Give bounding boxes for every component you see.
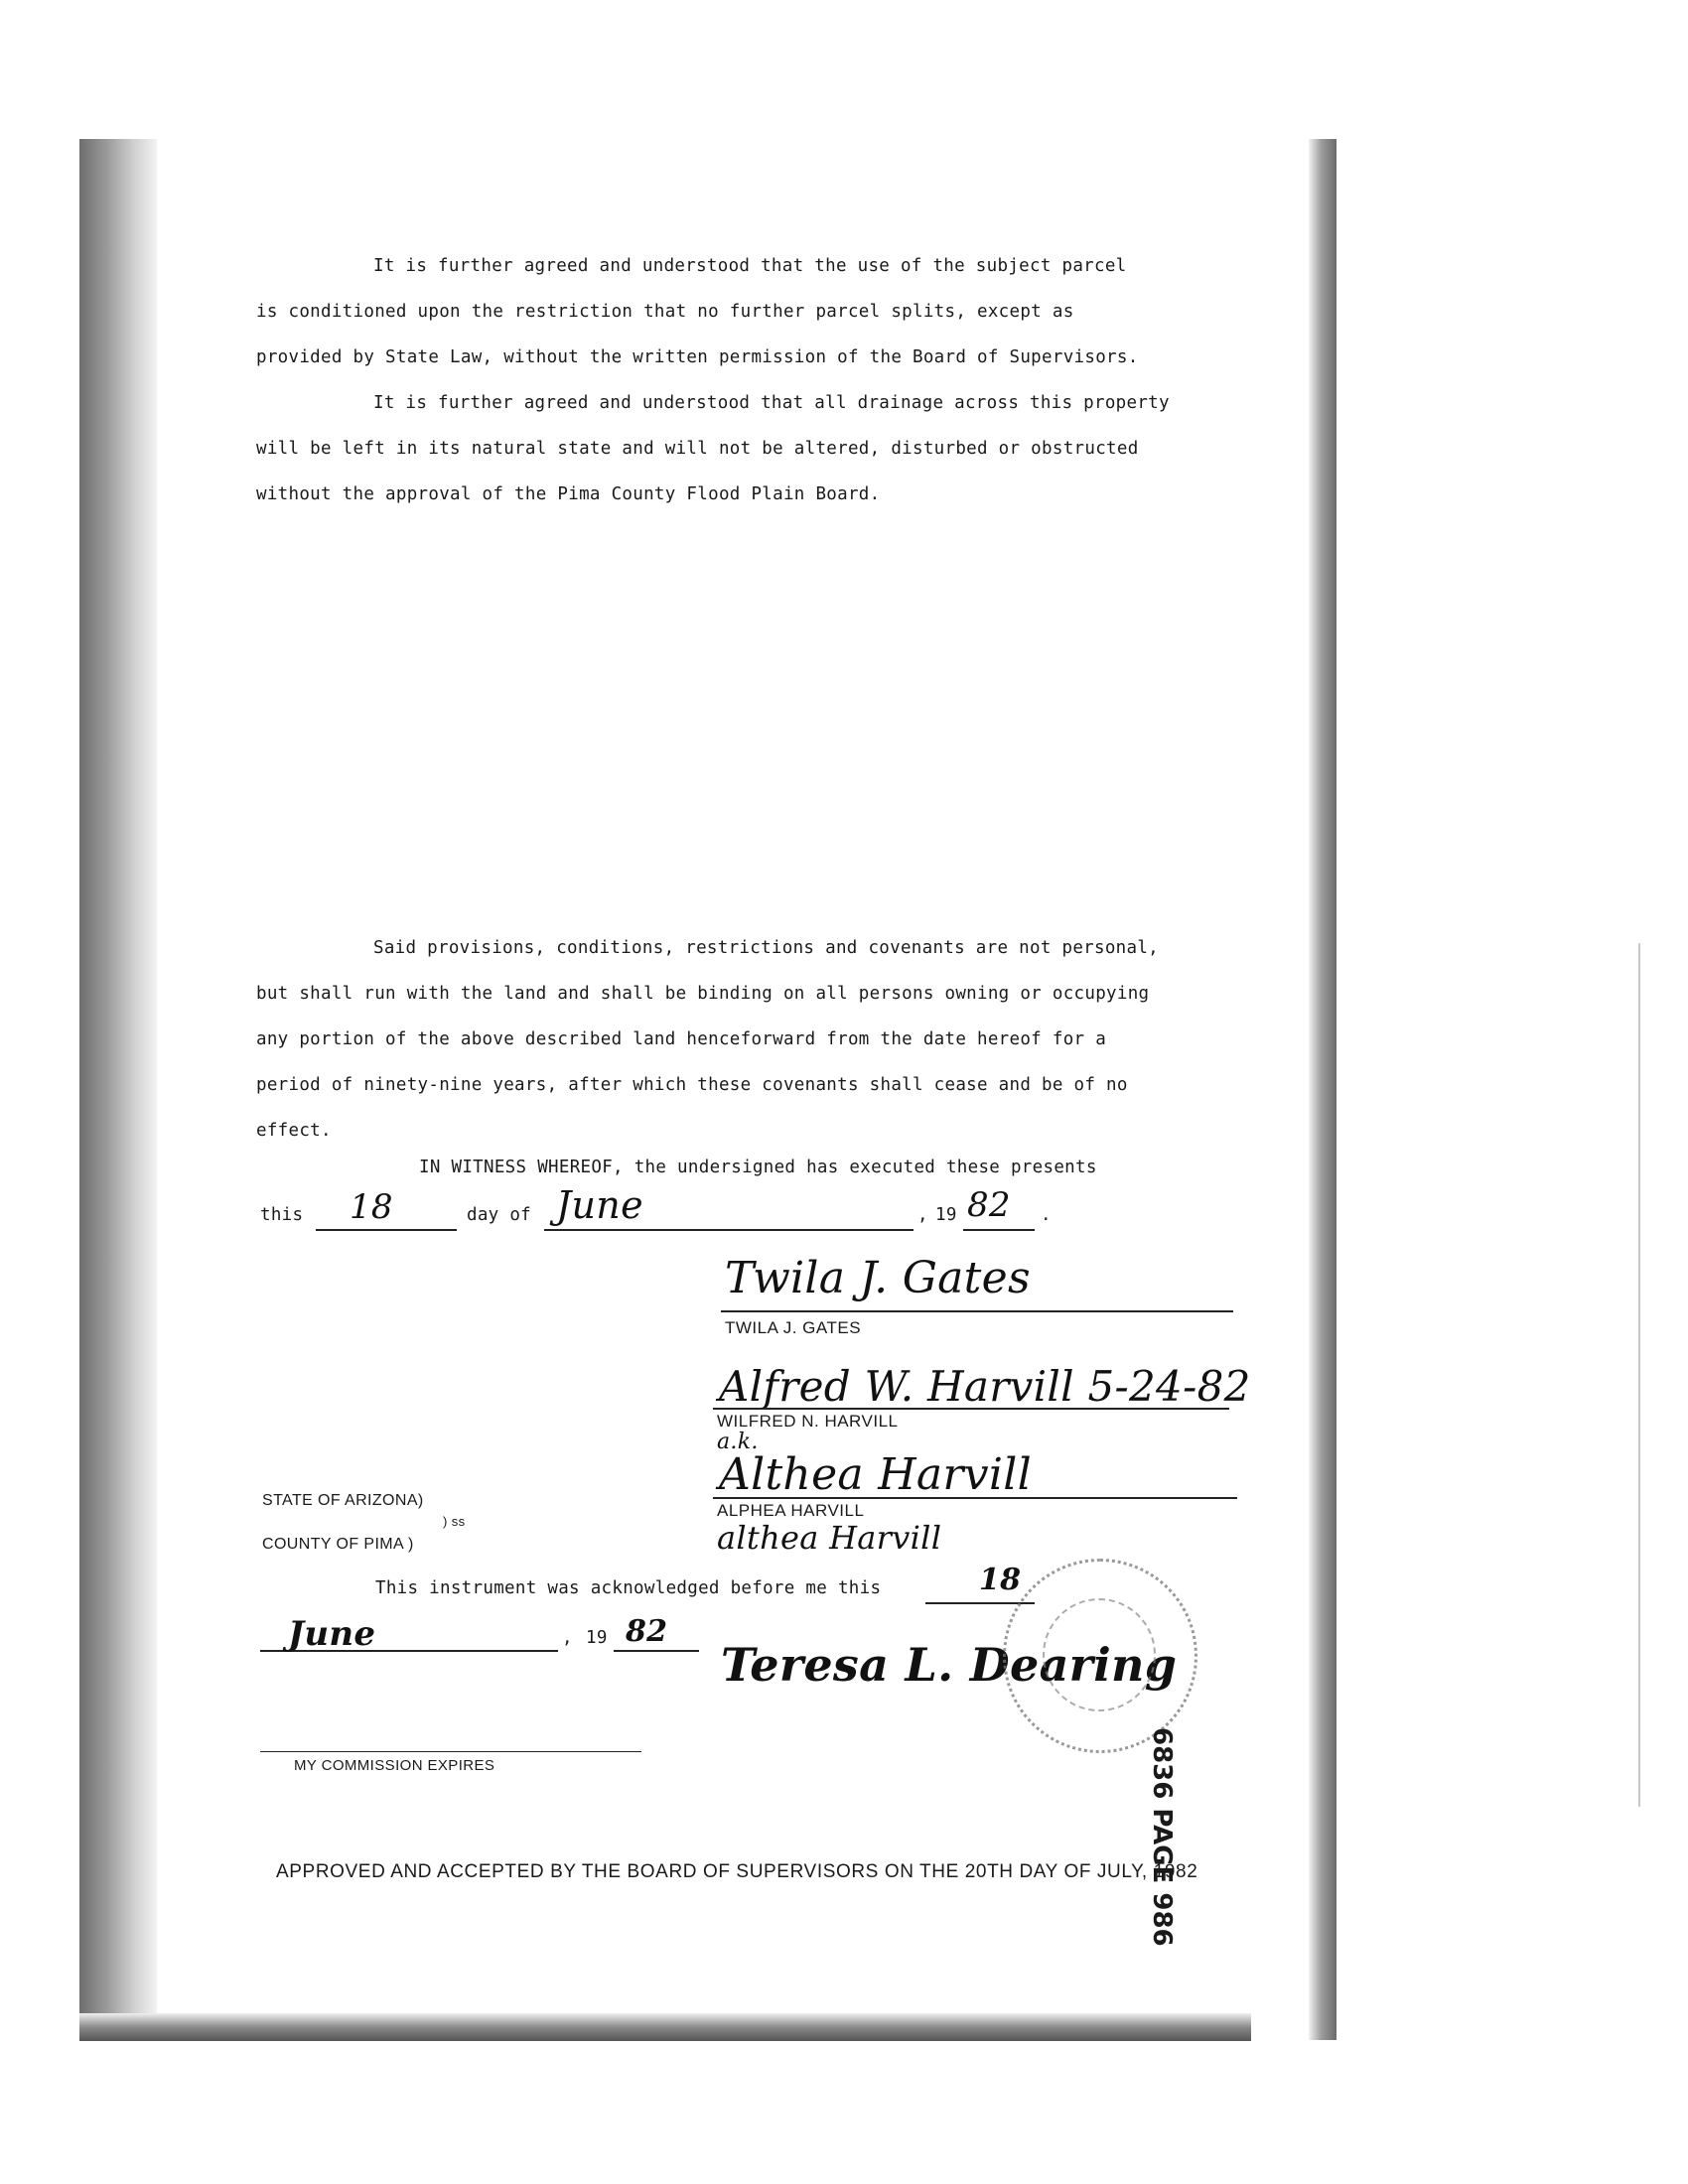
notary-seal-inner-ring bbox=[1043, 1598, 1156, 1711]
scan-bottom-edge bbox=[79, 2013, 1251, 2041]
witness-this-label: this bbox=[260, 1205, 304, 1225]
venue-state: STATE OF ARIZONA) bbox=[262, 1492, 424, 1509]
witness-clause: IN WITNESS WHEREOF, the undersigned has executed these presents bbox=[419, 1158, 1097, 1177]
signature-twila-gates: Twila J. Gates bbox=[725, 1253, 1031, 1303]
text-line: is conditioned upon the restriction that no further parcel splits, except as bbox=[256, 302, 1074, 322]
text-line: period of ninety-nine years, after which these covenants shall cease and be of no bbox=[256, 1075, 1128, 1095]
ack-year-underline bbox=[614, 1650, 699, 1652]
signature-line-1 bbox=[721, 1310, 1233, 1312]
ack-year-handwritten: 82 bbox=[626, 1614, 668, 1649]
ack-month-handwritten: June bbox=[288, 1614, 376, 1654]
text-line: any portion of the above described land henceforward from the date hereof for a bbox=[256, 1029, 1107, 1049]
page-border-line bbox=[1638, 943, 1640, 1807]
ack-day-handwritten: 18 bbox=[979, 1563, 1022, 1597]
printed-name-alphea-harvill: ALPHEA HARVILL bbox=[717, 1501, 865, 1520]
ack-year-prefix: 19 bbox=[586, 1628, 608, 1648]
witness-day-handwritten: 18 bbox=[350, 1187, 393, 1227]
commission-expires-label: MY COMMISSION EXPIRES bbox=[294, 1757, 495, 1774]
year-underline bbox=[963, 1229, 1035, 1231]
text-line: It is further agreed and understood that the use of the subject parcel bbox=[373, 256, 1127, 276]
signature-line-3 bbox=[713, 1497, 1237, 1499]
printed-name-twila-gates: TWILA J. GATES bbox=[725, 1318, 862, 1337]
venue-ss: ) ss bbox=[443, 1514, 466, 1529]
recording-book-page-stamp: 6836 PAGE 986 bbox=[1147, 1727, 1177, 1947]
witness-year-handwritten: 82 bbox=[967, 1185, 1011, 1225]
paragraph-provisions bbox=[256, 925, 1229, 1154]
signature-line-2 bbox=[713, 1408, 1229, 1410]
witness-period: . bbox=[1041, 1205, 1052, 1225]
signature-note-ak: a.k. bbox=[717, 1430, 759, 1454]
signature-althea-harvill-second: althea Harvill bbox=[717, 1519, 942, 1557]
board-approval-statement: APPROVED AND ACCEPTED BY THE BOARD OF SUPERVISORS ON THE 20TH DAY OF JULY, 1982 bbox=[276, 1861, 1198, 1882]
witness-day-of-label: day of bbox=[467, 1205, 532, 1225]
text-line: provided by State Law, without the written permission of the Board of Supervisors. bbox=[256, 347, 1139, 367]
month-underline bbox=[544, 1229, 914, 1231]
text-line: but shall run with the land and shall be binding on all persons owning or occupying bbox=[256, 984, 1150, 1004]
text-line: effect. bbox=[256, 1121, 332, 1141]
text-line: It is further agreed and understood that all drainage across this property bbox=[373, 393, 1170, 413]
commission-underline bbox=[260, 1751, 641, 1752]
witness-year-prefix: 19 bbox=[935, 1205, 957, 1225]
ack-comma: , bbox=[562, 1628, 573, 1648]
scan-left-edge bbox=[79, 139, 157, 2040]
signature-althea-harvill: Althea Harvill bbox=[719, 1449, 1033, 1500]
venue-county: COUNTY OF PIMA ) bbox=[262, 1536, 414, 1553]
scan-right-edge bbox=[1309, 139, 1336, 2040]
printed-name-wilfred-harvill: WILFRED N. HARVILL bbox=[717, 1412, 899, 1431]
signature-wilfred-harvill: Alfred W. Harvill 5-24-82 bbox=[719, 1362, 1251, 1411]
acknowledgment-text: This instrument was acknowledged before me this bbox=[375, 1578, 882, 1598]
day-underline bbox=[316, 1229, 457, 1231]
text-line: without the approval of the Pima County Flood Plain Board. bbox=[256, 484, 881, 504]
text-line: will be left in its natural state and will not be altered, disturbed or obstructed bbox=[256, 439, 1139, 459]
text-line: Said provisions, conditions, restrictions and covenants are not personal, bbox=[373, 938, 1160, 958]
witness-comma: , bbox=[917, 1205, 928, 1225]
witness-month-handwritten: June bbox=[556, 1183, 643, 1227]
paragraph-parcel-splits bbox=[256, 243, 1229, 517]
notary-signature: Teresa L. Dearing bbox=[721, 1638, 1178, 1692]
